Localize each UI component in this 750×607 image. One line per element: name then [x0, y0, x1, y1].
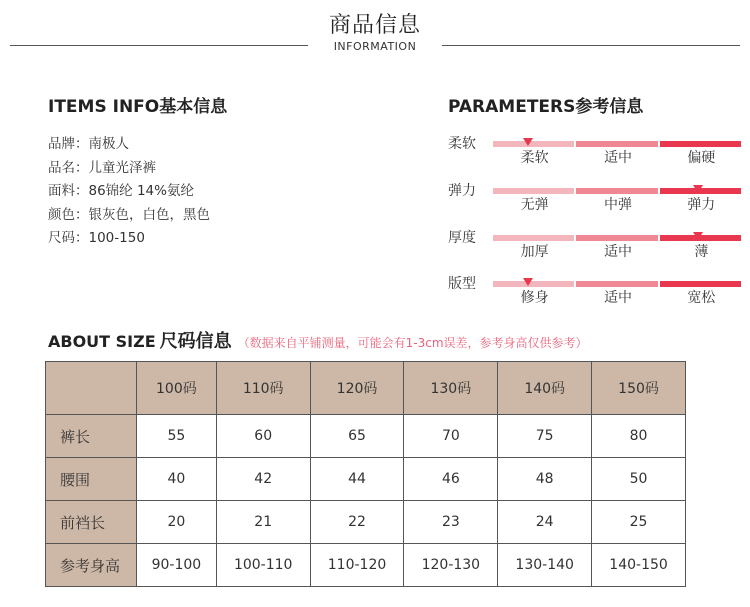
row-header: 参考身高: [46, 544, 137, 587]
selection-marker-icon: [523, 278, 533, 286]
table-cell: 50: [592, 458, 686, 501]
param-options: [493, 194, 743, 214]
selection-marker-icon: [693, 232, 703, 240]
size-note: （数据来自平铺测量，可能会有1-3cm误差，参考身高仅供参考）: [237, 336, 588, 350]
table-cell: 90-100: [137, 544, 217, 587]
param-label: 版型: [448, 276, 476, 292]
table-cell: 40: [137, 458, 217, 501]
info-fabric: 面料：86锦纶 14%氨纶: [48, 183, 194, 199]
column-header: 120码: [310, 362, 404, 415]
param-options: [493, 287, 743, 307]
table-cell: 60: [216, 415, 310, 458]
size-table: [45, 361, 686, 587]
param-label: 柔软: [448, 136, 476, 152]
param-option: 修身: [520, 290, 549, 306]
table-cell: 130-140: [498, 544, 592, 587]
table-cell: 140-150: [592, 544, 686, 587]
row-header: 前裆长: [46, 501, 137, 544]
page-subtitle: INFORMATION: [333, 40, 417, 53]
table-row: [46, 544, 686, 587]
size-section-title: [48, 327, 588, 353]
column-header: 140码: [498, 362, 592, 415]
table-cell: 46: [404, 458, 498, 501]
items-info-list: [48, 133, 210, 251]
param-label: 弹力: [448, 183, 476, 199]
table-cell: 110-120: [310, 544, 404, 587]
row-header: 腰围: [46, 458, 137, 501]
table-cell: 44: [310, 458, 404, 501]
table-header-row: [46, 362, 686, 415]
info-brand: 品牌：南极人: [48, 136, 129, 152]
table-cell: 70: [404, 415, 498, 458]
column-header: 130码: [404, 362, 498, 415]
param-option: 薄: [694, 244, 709, 260]
table-cell: 21: [216, 501, 310, 544]
table-cell: 20: [137, 501, 217, 544]
selection-marker-icon: [523, 138, 533, 146]
parameters-title: PARAMETERS参考信息: [448, 97, 644, 117]
param-option: 适中: [603, 290, 632, 306]
table-cell: 23: [404, 501, 498, 544]
info-product-name: 品名：儿童光泽裤: [48, 159, 156, 176]
info-sizes: 尺码：100-150: [48, 230, 145, 246]
param-option: 无弹: [520, 197, 549, 213]
param-option: 柔软: [520, 150, 549, 166]
page-title: 商品信息: [328, 13, 421, 38]
table-cell: 55: [137, 415, 217, 458]
header-divider-right: [442, 45, 740, 46]
table-row: [46, 415, 686, 458]
param-option: 适中: [603, 150, 632, 166]
param-option: 宽松: [687, 290, 716, 306]
table-cell: 75: [498, 415, 592, 458]
param-options: [493, 241, 743, 261]
table-row: [46, 501, 686, 544]
table-cell: 24: [498, 501, 592, 544]
table-corner-cell: [46, 362, 137, 415]
table-row: [46, 458, 686, 501]
param-option: 弹力: [687, 197, 716, 213]
table-cell: 22: [310, 501, 404, 544]
table-cell: 42: [216, 458, 310, 501]
param-option: 适中: [603, 244, 632, 260]
param-option: 加厚: [520, 244, 549, 260]
table-cell: 100-110: [216, 544, 310, 587]
row-header: 裤长: [46, 415, 137, 458]
column-header: 110码: [216, 362, 310, 415]
param-label: 厚度: [448, 230, 476, 246]
table-cell: 65: [310, 415, 404, 458]
column-header: 150码: [592, 362, 686, 415]
param-options: [493, 147, 743, 167]
table-cell: 48: [498, 458, 592, 501]
size-title-en: ABOUT SIZE: [48, 332, 156, 351]
size-title-cn: 尺码信息: [159, 331, 232, 352]
column-header: 100码: [137, 362, 217, 415]
param-option: 偏硬: [687, 150, 716, 166]
items-info-title: ITEMS INFO基本信息: [48, 97, 228, 117]
table-cell: 120-130: [404, 544, 498, 587]
table-cell: 80: [592, 415, 686, 458]
info-colors: 颜色：银灰色，白色，黑色: [48, 206, 210, 223]
param-option: 中弹: [603, 197, 632, 213]
selection-marker-icon: [693, 185, 703, 193]
table-cell: 25: [592, 501, 686, 544]
